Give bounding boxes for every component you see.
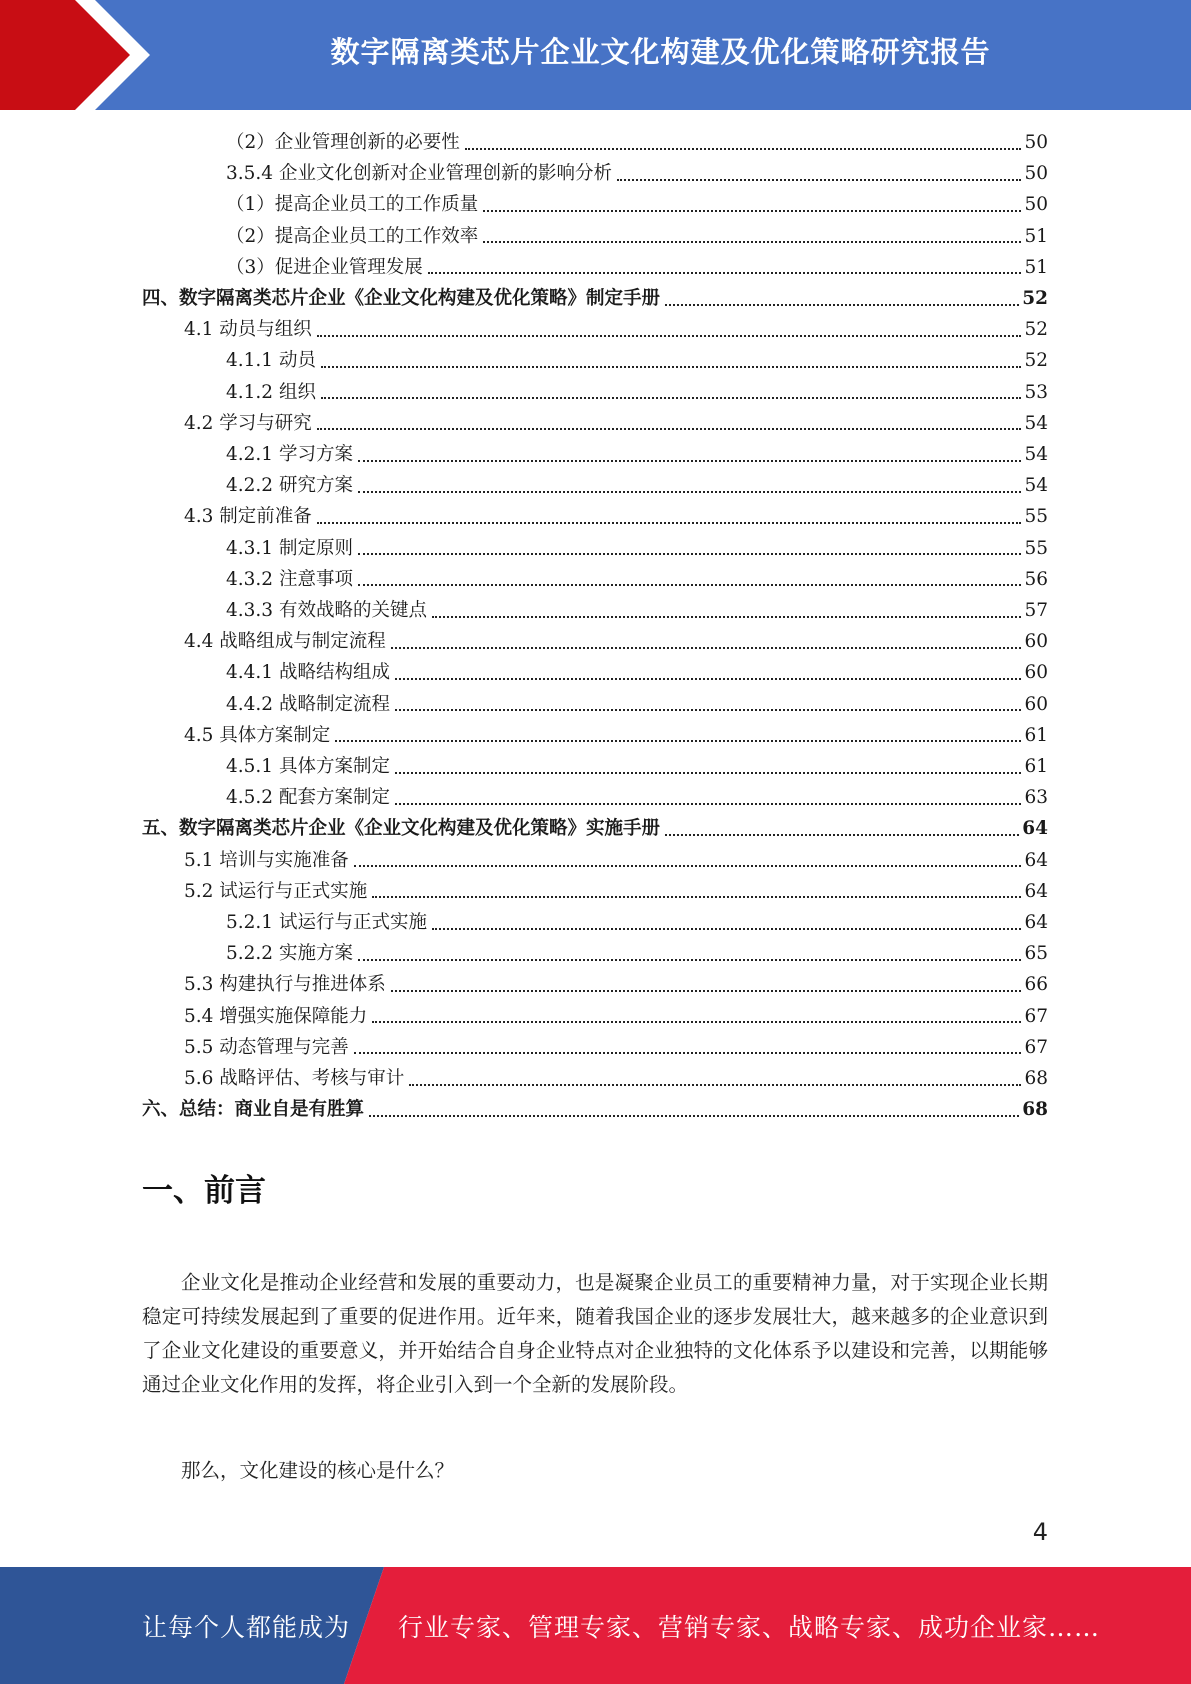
toc-entry-page: 60 — [1024, 693, 1048, 715]
page-header — [0, 0, 1191, 110]
toc-entry[interactable] — [226, 221, 1048, 252]
toc-leader-dots — [395, 803, 1021, 805]
toc-entry[interactable] — [226, 470, 1048, 501]
toc-entry-label: 5.5 动态管理与完善 — [184, 1036, 349, 1058]
toc-entry-label: 4.1.2 组织 — [226, 381, 316, 403]
toc-leader-dots — [395, 772, 1021, 774]
page-number: 4 — [1032, 1518, 1048, 1546]
toc-entry-label: （2）提高企业员工的工作效率 — [226, 225, 479, 247]
toc-entry-page: 52 — [1024, 350, 1048, 372]
section-heading: 一、前言 — [142, 1173, 266, 1209]
toc-entry-page: 51 — [1024, 225, 1048, 247]
toc-entry-page: 67 — [1024, 1005, 1048, 1027]
toc-leader-dots — [358, 553, 1022, 555]
toc-entry[interactable] — [184, 720, 1048, 751]
toc-entry[interactable] — [226, 595, 1048, 626]
body-paragraph-2: 那么，文化建设的核心是什么？ — [181, 1459, 455, 1482]
toc-entry[interactable] — [226, 158, 1048, 189]
toc-entry-label: 4.1.1 动员 — [226, 350, 316, 372]
toc-leader-dots — [372, 896, 1021, 898]
toc-entry[interactable] — [226, 938, 1048, 969]
page-footer — [0, 1567, 1191, 1684]
toc-entry[interactable] — [142, 813, 1048, 844]
toc-entry-page: 65 — [1024, 943, 1048, 965]
toc-entry-label: 5.2 试运行与正式实施 — [184, 880, 368, 902]
toc-entry-label: 3.5.4 企业文化创新对企业管理创新的影响分析 — [226, 163, 612, 185]
header-arrow-decoration — [0, 0, 160, 110]
toc-entry-label: 4.3.1 制定原则 — [226, 537, 353, 559]
toc-entry-page: 64 — [1024, 880, 1048, 902]
toc-leader-dots — [432, 616, 1021, 618]
toc-entry-page: 64 — [1022, 818, 1048, 840]
toc-entry-label: 4.4.2 战略制定流程 — [226, 693, 390, 715]
toc-entry-label: 4.2 学习与研究 — [184, 412, 312, 434]
toc-entry-page: 55 — [1024, 506, 1048, 528]
toc-leader-dots — [321, 366, 1022, 368]
toc-entry-label: 4.5 具体方案制定 — [184, 724, 331, 746]
toc-entry-label: 4.4 战略组成与制定流程 — [184, 631, 386, 653]
toc-entry[interactable] — [184, 1063, 1048, 1094]
toc-leader-dots — [665, 834, 1019, 836]
toc-entry-page: 54 — [1024, 475, 1048, 497]
toc-leader-dots — [391, 647, 1022, 649]
toc-leader-dots — [321, 397, 1022, 399]
toc-leader-dots — [372, 1021, 1021, 1023]
toc-leader-dots — [354, 865, 1022, 867]
toc-entry-page: 54 — [1024, 444, 1048, 465]
toc-entry-page: 66 — [1024, 974, 1048, 996]
toc-leader-dots — [358, 460, 1022, 462]
toc-entry[interactable] — [226, 345, 1048, 376]
toc-entry-label: 4.4.1 战略结构组成 — [226, 662, 390, 684]
toc-entry[interactable] — [226, 127, 1048, 158]
toc-entry[interactable] — [226, 564, 1048, 595]
toc-entry-label: 4.3.2 注意事项 — [226, 568, 353, 590]
toc-entry-page: 55 — [1024, 537, 1048, 559]
toc-entry-page: 52 — [1024, 319, 1048, 341]
toc-leader-dots — [665, 304, 1019, 306]
toc-leader-dots — [617, 179, 1021, 181]
toc-entry-page: 51 — [1024, 256, 1048, 278]
toc-leader-dots — [395, 678, 1021, 680]
toc-entry[interactable] — [142, 1094, 1048, 1125]
toc-leader-dots — [409, 1084, 1021, 1086]
toc-entry[interactable] — [226, 377, 1048, 408]
toc-entry-page: 60 — [1024, 631, 1048, 653]
toc-entry-label: 五、数字隔离类芯片企业《企业文化构建及优化策略》实施手册 — [142, 818, 661, 840]
toc-entry[interactable] — [184, 969, 1048, 1000]
toc-entry-label: 5.6 战略评估、考核与审计 — [184, 1068, 405, 1089]
toc-entry-page: 61 — [1024, 756, 1048, 777]
toc-entry[interactable] — [226, 439, 1048, 470]
toc-entry-label: 4.5.1 具体方案制定 — [226, 756, 390, 777]
toc-leader-dots — [317, 522, 1022, 524]
toc-entry-page: 57 — [1024, 600, 1048, 621]
toc-leader-dots — [369, 1115, 1019, 1117]
toc-entry-page: 60 — [1024, 662, 1048, 684]
toc-entry-page: 52 — [1022, 288, 1048, 309]
toc-leader-dots — [483, 210, 1021, 212]
toc-entry-label: 四、数字隔离类芯片企业《企业文化构建及优化策略》制定手册 — [142, 288, 661, 309]
toc-entry[interactable] — [226, 657, 1048, 688]
toc-leader-dots — [335, 740, 1021, 742]
toc-entry-page: 68 — [1022, 1099, 1048, 1121]
toc-entry-page: 53 — [1024, 381, 1048, 403]
toc-entry-page: 64 — [1024, 849, 1048, 871]
toc-entry[interactable] — [184, 845, 1048, 876]
toc-entry[interactable] — [184, 626, 1048, 657]
toc-leader-dots — [483, 241, 1021, 243]
toc-leader-dots — [391, 990, 1022, 992]
toc-leader-dots — [432, 928, 1021, 930]
toc-entry-label: 5.1 培训与实施准备 — [184, 849, 349, 871]
toc-entry[interactable] — [184, 1001, 1048, 1032]
toc-entry[interactable] — [184, 314, 1048, 345]
toc-entry-page: 50 — [1024, 132, 1048, 153]
toc-entry[interactable] — [226, 252, 1048, 283]
toc-entry-page: 64 — [1024, 912, 1048, 933]
toc-leader-dots — [317, 428, 1022, 430]
toc-entry-label: 5.3 构建执行与推进体系 — [184, 974, 386, 996]
toc-entry-label: 5.2.1 试运行与正式实施 — [226, 912, 427, 933]
toc-entry-label: （3）促进企业管理发展 — [226, 256, 423, 278]
toc-entry-label: 4.3 制定前准备 — [184, 506, 312, 528]
toc-entry-page: 54 — [1024, 412, 1048, 434]
toc-entry-label: （2）企业管理创新的必要性 — [226, 132, 460, 153]
toc-entry[interactable] — [184, 1032, 1048, 1063]
toc-entry-label: 4.5.2 配套方案制定 — [226, 787, 390, 809]
toc-entry-page: 61 — [1024, 724, 1048, 746]
toc-entry-page: 56 — [1024, 568, 1048, 590]
toc-entry-page: 50 — [1024, 194, 1048, 216]
toc-entry[interactable] — [226, 782, 1048, 813]
toc-entry[interactable] — [184, 501, 1048, 532]
toc-entry[interactable] — [226, 751, 1048, 782]
toc-entry-label: 六、总结：商业自是有胜算 — [142, 1099, 365, 1121]
toc-entry-label: 5.2.2 实施方案 — [226, 943, 353, 965]
toc-entry-label: 4.2.2 研究方案 — [226, 475, 353, 497]
toc-leader-dots — [395, 709, 1021, 711]
toc-entry-page: 63 — [1024, 787, 1048, 809]
body-paragraph-1: 企业文化是推动企业经营和发展的重要动力，也是凝聚企业员工的重要精神力量，对于实现企业长期稳定可持续发展起到了重要的促进作用。近年来，随着我国企业的逐步发展壮大，越来越多的企业意识到了企业文化建设的重要意义，并开始结合自身企业特点对企业独特的文化体系予以建设和完善，以期能够通过企业文化作用的发挥，将企业引入到一个全新的发展阶段。 — [142, 1271, 1048, 1396]
toc-leader-dots — [358, 959, 1022, 961]
toc-entry-page: 68 — [1024, 1068, 1048, 1089]
toc-entry-label: 4.1 动员与组织 — [184, 319, 312, 341]
toc-leader-dots — [358, 584, 1022, 586]
toc-entry[interactable] — [142, 283, 1048, 314]
toc-leader-dots — [354, 1052, 1022, 1054]
toc-leader-dots — [428, 272, 1022, 274]
footer-slogan-right: 行业专家、管理专家、营销专家、战略专家、成功企业家…… — [398, 1612, 1101, 1642]
toc-entry-label: （1）提高企业员工的工作质量 — [226, 194, 479, 216]
toc-entry[interactable] — [226, 533, 1048, 564]
toc-leader-dots — [317, 335, 1022, 337]
toc-entry-page: 50 — [1024, 163, 1048, 185]
toc-entry[interactable] — [184, 408, 1048, 439]
toc-entry-page: 67 — [1024, 1036, 1048, 1058]
toc-leader-dots — [465, 148, 1022, 150]
toc-entry[interactable] — [226, 189, 1048, 220]
toc-leader-dots — [358, 491, 1022, 493]
toc-entry-label: 5.4 增强实施保障能力 — [184, 1005, 368, 1027]
header-title: 数字隔离类芯片企业文化构建及优化策略研究报告 — [330, 34, 991, 69]
toc-entry[interactable] — [184, 876, 1048, 907]
toc-entry[interactable] — [226, 907, 1048, 938]
toc-entry-label: 4.2.1 学习方案 — [226, 444, 353, 465]
footer-slogan-left: 让每个人都能成为 — [142, 1612, 351, 1642]
toc-entry[interactable] — [226, 689, 1048, 720]
toc-entry-label: 4.3.3 有效战略的关键点 — [226, 600, 427, 621]
